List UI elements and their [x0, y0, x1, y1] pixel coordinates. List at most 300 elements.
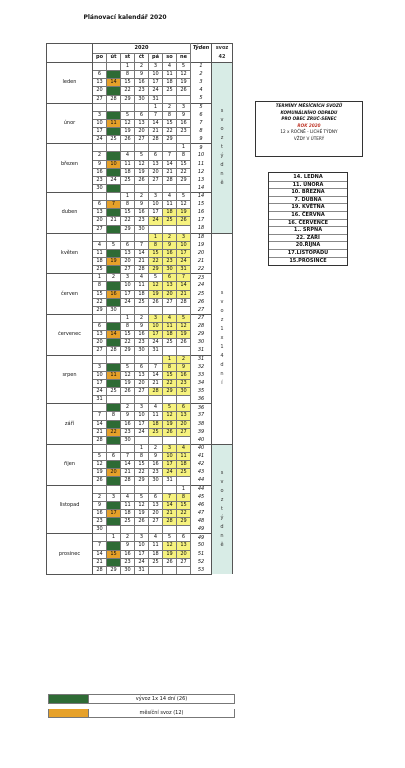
header-blank [191, 53, 212, 63]
day-cell: 11 [149, 542, 163, 550]
day-cell [107, 193, 121, 201]
day-cell [121, 526, 135, 534]
day-cell: 1 [107, 534, 121, 542]
week-row [47, 136, 233, 144]
day-cell: 6 [149, 493, 163, 501]
day-cell: 25 [163, 87, 177, 95]
day-cell: 30 [121, 566, 135, 574]
week-row [47, 371, 233, 379]
monthly-date-item: 10. BŘEZNA [269, 189, 347, 197]
day-cell: 27 [149, 518, 163, 526]
week-number: 43 [191, 469, 212, 477]
day-cell: 9 [121, 412, 135, 420]
day-cell: 18 [163, 79, 177, 87]
day-cell: 11 [135, 282, 149, 290]
day-cell: 6 [135, 363, 149, 371]
day-cell: 1 [135, 444, 149, 452]
weekday-label: út [107, 53, 121, 63]
week-row [47, 119, 233, 127]
day-cell: 10 [107, 160, 121, 168]
day-cell [163, 526, 177, 534]
week-number: 35 [191, 388, 212, 396]
day-cell: 19 [149, 290, 163, 298]
day-cell: 5 [163, 404, 177, 412]
month-cell [47, 347, 93, 355]
monthly-date-item: 17.LISTOPADU [269, 250, 347, 258]
day-cell: 6 [93, 71, 107, 79]
week-number: 34 [191, 379, 212, 387]
day-cell: 3 [177, 103, 191, 111]
week-row [47, 542, 233, 550]
day-cell [163, 184, 177, 192]
legend-label-biweekly: vývoz 1x 14 dní (26) [89, 695, 235, 704]
day-cell: 5 [121, 363, 135, 371]
day-cell: 20 [135, 379, 149, 387]
month-cell [47, 469, 93, 477]
day-cell: 10 [163, 453, 177, 461]
week-row [47, 461, 233, 469]
day-cell [107, 444, 121, 452]
month-cell [47, 128, 93, 136]
day-cell: 8 [177, 152, 191, 160]
day-cell: 22 [107, 428, 121, 436]
monthly-date-item: 16. ČERVNA [269, 212, 347, 220]
week-number: 2 [191, 71, 212, 79]
day-cell: 15 [121, 209, 135, 217]
week-row [47, 444, 233, 452]
collection-frequency-letter: s [220, 290, 224, 297]
day-cell: 8 [177, 493, 191, 501]
month-cell [47, 176, 93, 184]
monthly-date-item: 16. ČERVENCE [269, 220, 347, 228]
day-cell: 14 [107, 331, 121, 339]
day-cell: 19 [121, 128, 135, 136]
day-cell: 23 [93, 518, 107, 526]
month-cell [47, 298, 93, 306]
day-cell [163, 225, 177, 233]
day-cell: 9 [121, 542, 135, 550]
week-row [47, 233, 233, 241]
day-cell: 24 [107, 176, 121, 184]
day-cell: 21 [163, 509, 177, 517]
day-cell: 13 [135, 371, 149, 379]
week-row [47, 103, 233, 111]
day-cell: 9 [93, 160, 107, 168]
weekday-label: po [93, 53, 107, 63]
month-cell [47, 566, 93, 574]
day-cell: 8 [163, 363, 177, 371]
day-cell: 5 [149, 274, 163, 282]
day-cell: 4 [121, 152, 135, 160]
legend [48, 694, 235, 718]
day-cell: 21 [107, 339, 121, 347]
day-cell: 31 [149, 347, 163, 355]
day-cell: 2 [93, 152, 107, 160]
week-row [47, 355, 233, 363]
collection-frequency-letter: x [220, 335, 224, 342]
day-cell: 20 [177, 550, 191, 558]
collection-frequency-letter: 1 [220, 344, 224, 351]
day-cell: 24 [93, 136, 107, 144]
day-cell: 2 [135, 314, 149, 322]
day-cell: 27 [135, 388, 149, 396]
day-cell: 31 [107, 184, 121, 192]
collection-frequency-letter: o [220, 488, 224, 495]
day-cell: 17 [135, 420, 149, 428]
day-cell: 29 [121, 347, 135, 355]
day-cell: 3 [121, 274, 135, 282]
week-row [47, 339, 233, 347]
month-name: říjen [47, 461, 93, 469]
day-cell: 30 [163, 266, 177, 274]
day-cell: 8 [121, 323, 135, 331]
day-cell: 25 [107, 388, 121, 396]
day-cell: 8 [93, 282, 107, 290]
day-cell: 6 [163, 274, 177, 282]
day-cell [121, 444, 135, 452]
day-cell: 9 [135, 323, 149, 331]
day-cell [135, 355, 149, 363]
day-cell [135, 526, 149, 534]
day-cell: 3 [135, 404, 149, 412]
collection-frequency-letter: z [220, 135, 224, 142]
day-cell: 26 [177, 217, 191, 225]
day-cell [135, 103, 149, 111]
day-cell: 27 [121, 266, 135, 274]
day-cell: 29 [107, 566, 121, 574]
collection-frequency-letter: s [220, 108, 224, 115]
week-number: 6 [191, 111, 212, 119]
day-cell: 25 [149, 558, 163, 566]
month-name: srpen [47, 371, 93, 379]
day-cell: 28 [107, 347, 121, 355]
week-row [47, 111, 233, 119]
day-cell: 27 [163, 298, 177, 306]
day-cell: 1 [177, 144, 191, 152]
week-number: 32 [191, 363, 212, 371]
week-row [47, 509, 233, 517]
day-cell: 12 [149, 282, 163, 290]
day-cell [107, 314, 121, 322]
day-cell [177, 225, 191, 233]
day-cell: 10 [135, 542, 149, 550]
day-cell [93, 63, 107, 71]
day-cell: 20 [135, 128, 149, 136]
day-cell [107, 103, 121, 111]
month-cell [47, 282, 93, 290]
day-cell: 13 [93, 79, 107, 87]
day-cell: 26 [121, 136, 135, 144]
week-row [47, 176, 233, 184]
collection-frequency-letter: 1 [220, 326, 224, 333]
day-cell: 13 [149, 160, 163, 168]
day-cell: 9 [107, 282, 121, 290]
day-cell: 4 [107, 363, 121, 371]
header-year: 2020 [93, 44, 191, 54]
monthly-date-item: 14. LEDNA [269, 174, 347, 182]
month-name: květen [47, 249, 93, 257]
day-cell: 8 [121, 71, 135, 79]
day-cell: 24 [149, 87, 163, 95]
day-cell: 28 [163, 518, 177, 526]
day-cell: 23 [135, 87, 149, 95]
weekday-label: st [121, 53, 135, 63]
month-cell [47, 152, 93, 160]
collection-frequency-letter: z [220, 497, 224, 504]
week-number: 8 [191, 128, 212, 136]
day-cell: 24 [149, 217, 163, 225]
week-number: 45 [191, 493, 212, 501]
month-cell [47, 477, 93, 485]
day-cell [163, 566, 177, 574]
day-cell: 25 [107, 136, 121, 144]
day-cell: 2 [121, 534, 135, 542]
month-cell [47, 436, 93, 444]
day-cell [149, 396, 163, 404]
day-cell: 18 [121, 509, 135, 517]
day-cell: 7 [107, 201, 121, 209]
day-cell: 17 [107, 168, 121, 176]
day-cell: 25 [135, 298, 149, 306]
day-cell: 13 [93, 331, 107, 339]
day-cell: 20 [107, 469, 121, 477]
day-cell: 12 [135, 501, 149, 509]
month-cell [47, 225, 93, 233]
day-cell: 20 [121, 258, 135, 266]
day-cell: 22 [107, 558, 121, 566]
week-row [47, 225, 233, 233]
week-number: 30 [191, 339, 212, 347]
day-cell: 20 [163, 290, 177, 298]
day-cell: 3 [149, 63, 163, 71]
day-cell: 4 [93, 241, 107, 249]
day-cell: 12 [135, 160, 149, 168]
day-cell: 25 [149, 428, 163, 436]
day-cell: 21 [135, 258, 149, 266]
week-number: 48 [191, 518, 212, 526]
day-cell: 23 [107, 298, 121, 306]
day-cell: 23 [121, 558, 135, 566]
day-cell: 11 [107, 119, 121, 127]
day-cell: 18 [163, 209, 177, 217]
day-cell: 19 [177, 209, 191, 217]
day-cell: 14 [107, 209, 121, 217]
week-number: 9 [191, 144, 212, 152]
month-cell [47, 485, 93, 493]
day-cell: 12 [163, 412, 177, 420]
collection-frequency-letter: o [220, 308, 224, 315]
day-cell: 14 [149, 371, 163, 379]
day-cell: 6 [177, 404, 191, 412]
day-cell: 14 [149, 119, 163, 127]
day-cell: 3 [107, 152, 121, 160]
day-cell: 22 [163, 128, 177, 136]
day-cell [121, 355, 135, 363]
day-cell: 26 [107, 266, 121, 274]
day-cell: 16 [163, 249, 177, 257]
day-cell: 2 [121, 404, 135, 412]
day-cell [149, 225, 163, 233]
week-number: 49 [191, 534, 212, 542]
day-cell: 7 [135, 241, 149, 249]
collection-frequency-letter: 4 [220, 353, 224, 360]
week-row [47, 201, 233, 209]
day-cell [149, 184, 163, 192]
day-cell: 3 [93, 111, 107, 119]
day-cell: 12 [121, 119, 135, 127]
day-cell [93, 534, 107, 542]
week-number: 28 [191, 323, 212, 331]
week-row [47, 477, 233, 485]
day-cell: 12 [107, 249, 121, 257]
header-week: Týden [191, 44, 212, 54]
day-cell: 31 [149, 95, 163, 103]
day-cell: 26 [93, 477, 107, 485]
day-cell: 27 [107, 477, 121, 485]
month-cell [47, 355, 93, 363]
day-cell: 21 [93, 428, 107, 436]
day-cell: 18 [149, 550, 163, 558]
collection-frequency-letter: n [220, 533, 224, 540]
day-cell: 26 [163, 428, 177, 436]
month-cell [47, 363, 93, 371]
day-cell: 1 [163, 355, 177, 363]
monthly-info-line: VŽDY V ÚTERÝ [293, 135, 325, 141]
day-cell [93, 144, 107, 152]
day-cell: 16 [121, 420, 135, 428]
month-name: červenec [47, 331, 93, 339]
month-cell [47, 518, 93, 526]
week-row [47, 388, 233, 396]
day-cell: 15 [121, 331, 135, 339]
week-row [47, 518, 233, 526]
day-cell: 16 [121, 550, 135, 558]
day-cell: 6 [93, 323, 107, 331]
month-cell [47, 168, 93, 176]
week-row [47, 534, 233, 542]
day-cell: 16 [107, 290, 121, 298]
day-cell: 10 [177, 241, 191, 249]
day-cell: 12 [163, 542, 177, 550]
month-cell [47, 379, 93, 387]
day-cell: 11 [149, 412, 163, 420]
week-row [47, 258, 233, 266]
day-cell: 29 [149, 266, 163, 274]
day-cell: 1 [93, 274, 107, 282]
day-cell: 28 [149, 388, 163, 396]
day-cell [107, 485, 121, 493]
day-cell: 15 [93, 290, 107, 298]
day-cell: 14 [93, 550, 107, 558]
day-cell: 7 [107, 323, 121, 331]
day-cell: 3 [107, 493, 121, 501]
day-cell: 30 [149, 477, 163, 485]
month-cell [47, 184, 93, 192]
day-cell: 31 [135, 566, 149, 574]
day-cell: 21 [107, 217, 121, 225]
day-cell: 4 [135, 274, 149, 282]
week-row [47, 550, 233, 558]
page-title: Plánovací kalendář 2020 [83, 14, 167, 21]
day-cell: 3 [149, 314, 163, 322]
monthly-info-line: 12 x ROČNĚ - LICHÉ TÝDNY [280, 129, 338, 135]
collection-frequency-letter: t [221, 506, 223, 513]
week-row [47, 331, 233, 339]
week-number: 21 [191, 258, 212, 266]
week-row [47, 79, 233, 87]
day-cell: 16 [93, 168, 107, 176]
day-cell [107, 233, 121, 241]
day-cell: 25 [177, 469, 191, 477]
day-cell [121, 103, 135, 111]
week-number: 33 [191, 371, 212, 379]
day-cell: 17 [107, 509, 121, 517]
day-cell: 7 [107, 71, 121, 79]
collection-frequency-label [212, 63, 233, 234]
day-cell: 15 [107, 420, 121, 428]
week-row [47, 209, 233, 217]
day-cell: 5 [107, 241, 121, 249]
month-cell [47, 444, 93, 452]
day-cell: 14 [177, 282, 191, 290]
day-cell [107, 63, 121, 71]
month-cell [47, 396, 93, 404]
day-cell: 2 [163, 233, 177, 241]
day-cell [121, 233, 135, 241]
day-cell: 19 [135, 168, 149, 176]
collection-frequency-label [212, 233, 233, 444]
day-cell: 23 [149, 469, 163, 477]
day-cell: 17 [149, 331, 163, 339]
week-number: 25 [191, 290, 212, 298]
monthly-date-item: 15.PROSINCE [289, 257, 327, 264]
day-cell: 28 [121, 477, 135, 485]
day-cell [149, 526, 163, 534]
day-cell: 16 [93, 509, 107, 517]
day-cell: 23 [93, 176, 107, 184]
week-number: 39 [191, 428, 212, 436]
day-cell: 20 [93, 217, 107, 225]
day-cell [149, 566, 163, 574]
day-cell: 27 [93, 347, 107, 355]
day-cell: 7 [163, 493, 177, 501]
monthly-date-item: 19. KVĚTNA [269, 204, 347, 212]
day-cell: 29 [163, 388, 177, 396]
month-cell [47, 542, 93, 550]
day-cell: 19 [107, 258, 121, 266]
day-cell: 3 [177, 233, 191, 241]
day-cell: 15 [163, 371, 177, 379]
day-cell: 22 [149, 258, 163, 266]
day-cell: 24 [177, 258, 191, 266]
month-cell [47, 144, 93, 152]
day-cell: 14 [121, 461, 135, 469]
day-cell: 11 [163, 201, 177, 209]
day-cell [163, 144, 177, 152]
day-cell: 15 [149, 249, 163, 257]
week-number: 40 [191, 436, 212, 444]
day-cell: 17 [121, 290, 135, 298]
day-cell: 26 [177, 339, 191, 347]
day-cell [177, 184, 191, 192]
day-cell [93, 103, 107, 111]
month-cell [47, 95, 93, 103]
month-cell [47, 87, 93, 95]
month-cell [47, 526, 93, 534]
week-number: 13 [191, 176, 212, 184]
day-cell: 27 [135, 136, 149, 144]
week-row [47, 95, 233, 103]
